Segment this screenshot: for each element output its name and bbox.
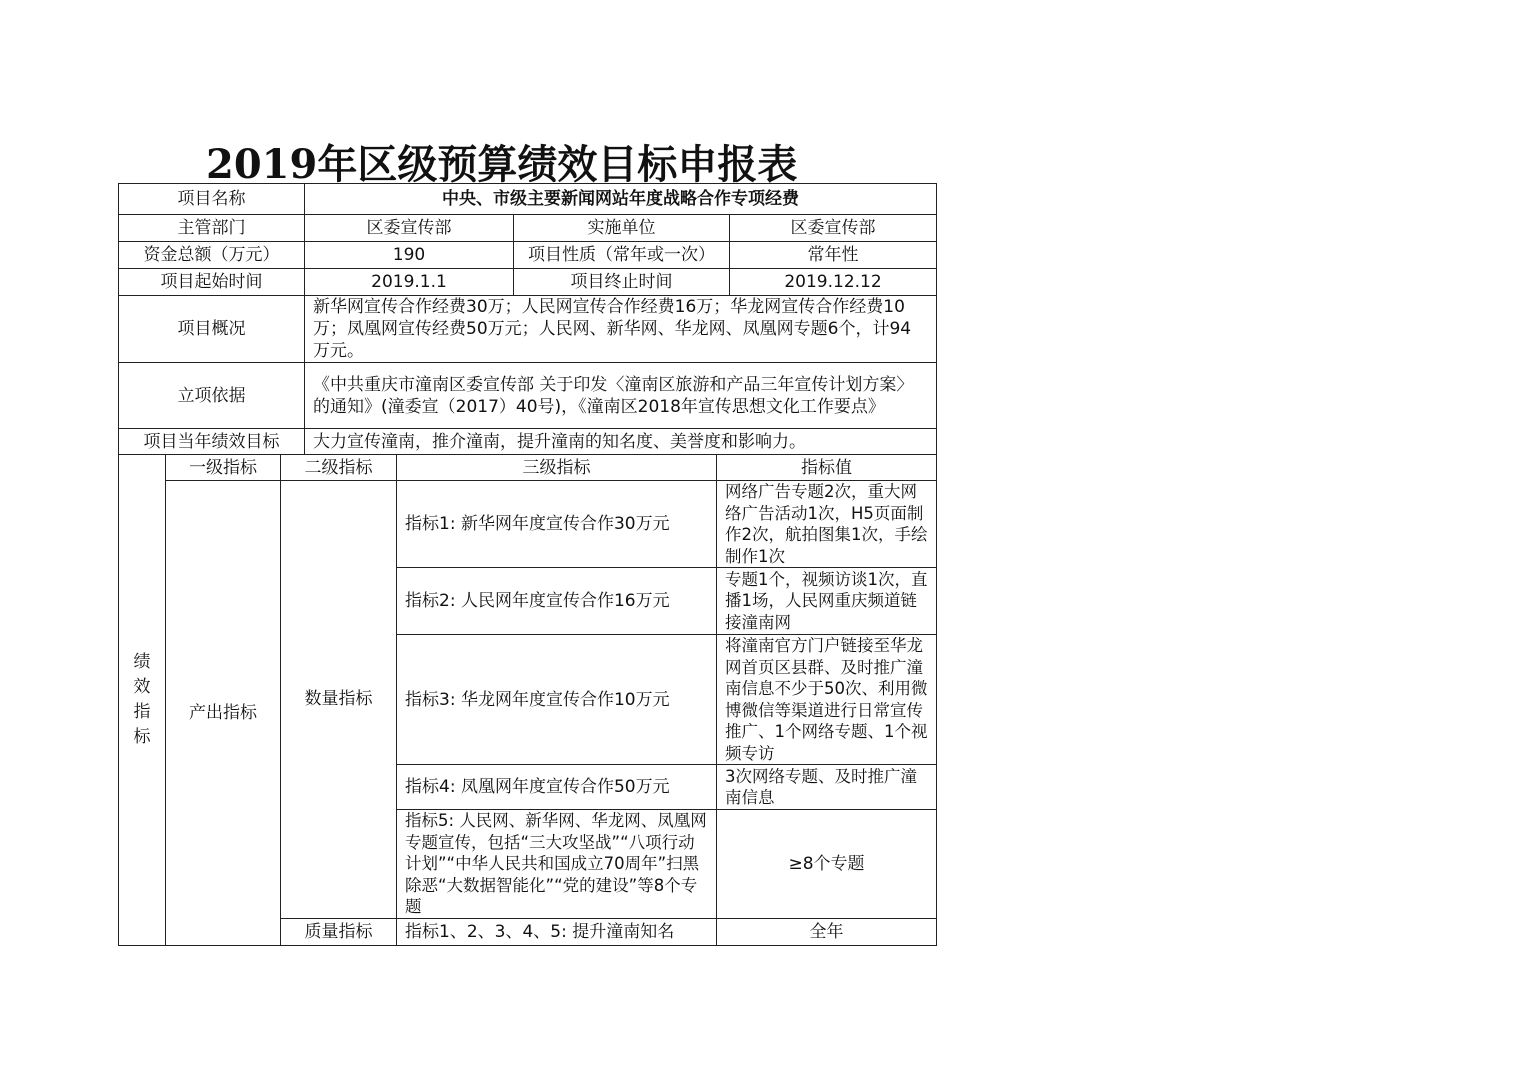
goal-label: 项目当年绩效目标 xyxy=(119,429,305,455)
header-level2: 二级指标 xyxy=(281,455,397,481)
level2-quality: 质量指标 xyxy=(281,918,397,945)
indicator-table xyxy=(118,454,937,946)
fund-value: 190 xyxy=(305,242,514,269)
fund-label: 资金总额（万元） xyxy=(119,242,305,269)
indicator-row-4-name: 指标4: 凤凰网年度宣传合作50万元 xyxy=(397,765,717,810)
end-value: 2019.12.12 xyxy=(730,269,937,296)
quality-row-name: 指标1、2、3、4、5: 提升潼南知名 xyxy=(397,918,717,945)
page-title: 2019年区级预算绩效目标申报表 xyxy=(206,141,798,188)
project-name-value: 中央、市级主要新闻网站年度战略合作专项经费 xyxy=(305,184,937,215)
overview-label: 项目概况 xyxy=(119,296,305,363)
basis-label: 立项依据 xyxy=(119,363,305,429)
start-value: 2019.1.1 xyxy=(305,269,514,296)
nature-label: 项目性质（常年或一次） xyxy=(514,242,730,269)
project-name-label: 项目名称 xyxy=(119,184,305,215)
impl-label: 实施单位 xyxy=(514,215,730,242)
indicator-row-5-name: 指标5: 人民网、新华网、华龙网、凤凰网专题宣传，包括“三大攻坚战”“八项行动计划”“中华人民共和国成立70周年”扫黑除恶“大数据智能化”“党的建设”等8个专题 xyxy=(397,810,717,919)
indicator-section-text: 绩 效 指 标 xyxy=(133,651,151,747)
end-label: 项目终止时间 xyxy=(514,269,730,296)
indicator-row-3-value: 将潼南官方门户链接至华龙网首页区县群、及时推广潼南信息不少于50次、利用微博微信等渠道进行日常宣传推广、1个网络专题、1个视频专访 xyxy=(717,635,937,765)
indicator-row-1-value: 网络广告专题2次，重大网络广告活动1次，H5页面制作2次，航拍图集1次，手绘制作1次 xyxy=(717,481,937,568)
indicator-row-2-value: 专题1个，视频访谈1次，直播1场，人民网重庆频道链接潼南网 xyxy=(717,568,937,635)
indicator-row-3-name: 指标3: 华龙网年度宣传合作10万元 xyxy=(397,635,717,765)
impl-value: 区委宣传部 xyxy=(730,215,937,242)
goal-value: 大力宣传潼南，推介潼南，提升潼南的知名度、美誉度和影响力。 xyxy=(305,429,937,455)
indicator-row-1-name: 指标1: 新华网年度宣传合作30万元 xyxy=(397,481,717,568)
header-value: 指标值 xyxy=(717,455,937,481)
start-label: 项目起始时间 xyxy=(119,269,305,296)
header-level1: 一级指标 xyxy=(166,455,281,481)
indicator-section-label xyxy=(119,455,166,946)
project-info-table xyxy=(118,183,937,455)
basis-value: 《中共重庆市潼南区委宣传部 关于印发〈潼南区旅游和产品三年宣传计划方案〉的通知》(潼委宣（2017）40号)，《潼南区2018年宣传思想文化工作要点》 xyxy=(305,363,937,429)
dept-value: 区委宣传部 xyxy=(305,215,514,242)
overview-value: 新华网宣传合作经费30万；人民网宣传合作经费16万；华龙网宣传合作经费10万；凤凰网宣传经费50万元；人民网、新华网、华龙网、凤凰网专题6个，计94万元。 xyxy=(305,296,937,363)
dept-label: 主管部门 xyxy=(119,215,305,242)
indicator-row-5-value: ≥8个专题 xyxy=(717,810,937,919)
indicator-row-2-name: 指标2: 人民网年度宣传合作16万元 xyxy=(397,568,717,635)
level2-quantity: 数量指标 xyxy=(281,481,397,919)
nature-value: 常年性 xyxy=(730,242,937,269)
indicator-row-4-value: 3次网络专题、及时推广潼南信息 xyxy=(717,765,937,810)
level1-output: 产出指标 xyxy=(166,481,281,946)
header-level3: 三级指标 xyxy=(397,455,717,481)
quality-row-value: 全年 xyxy=(717,918,937,945)
